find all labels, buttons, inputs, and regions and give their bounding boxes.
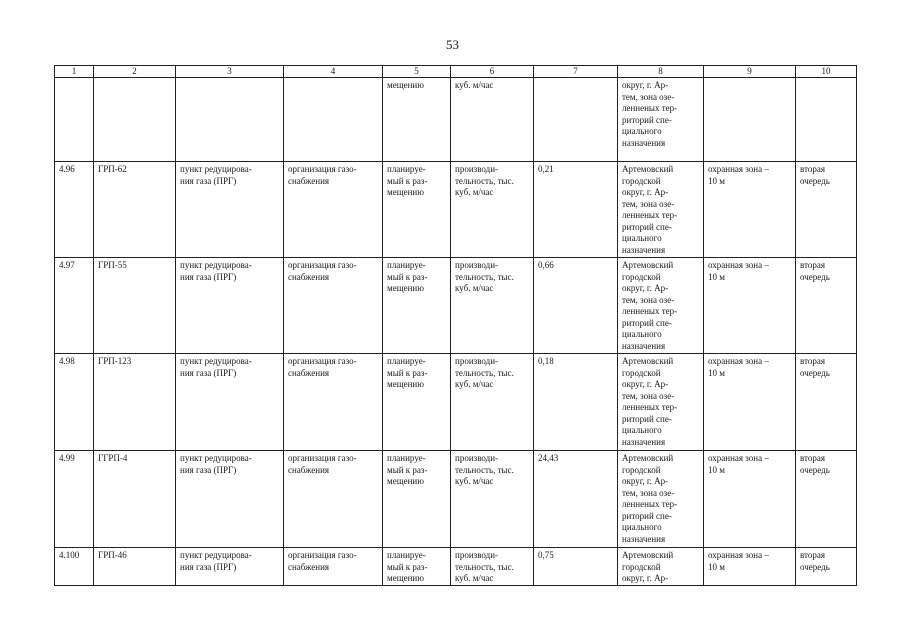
location-cell: Артемовский городской округ, г. Ар- тем, зона озе- ленненых тер- риторий спе- циального назначения	[618, 451, 704, 548]
table-cell	[704, 78, 796, 162]
column-number-cell: 5	[383, 66, 451, 78]
row-number-cell: 4.98	[55, 354, 94, 451]
table-cell: производи- тельность, тыс. куб. м/час	[451, 548, 534, 586]
table-cell: планируе- мый к раз- мещению	[383, 162, 451, 258]
location-cell: Артемовский городской округ, г. Ар-	[618, 548, 704, 586]
location-cell: Артемовский городской округ, г. Ар- тем, зона озе- ленненых тер- риторий спе- циального назначения	[618, 258, 704, 354]
table-cell	[534, 78, 618, 162]
table-cell: производи- тельность, тыс. куб. м/час	[451, 354, 534, 451]
stage-cell: вторая очередь	[796, 354, 857, 451]
table-cell: пункт редуцирова- ния газа (ПРГ)	[176, 451, 284, 548]
table-cell	[284, 78, 383, 162]
table-cell: производи- тельность, тыс. куб. м/час	[451, 451, 534, 548]
table-cell: планируе- мый к раз- мещению	[383, 354, 451, 451]
document-table	[54, 65, 857, 586]
table-cell: пункт редуцирова- ния газа (ПРГ)	[176, 258, 284, 354]
table-cell: пункт редуцирова- ния газа (ПРГ)	[176, 162, 284, 258]
row-number-cell: 4.99	[55, 451, 94, 548]
object-name-cell: ГРП-55	[94, 258, 176, 354]
protection-zone-cell: охранная зона – 10 м	[704, 548, 796, 586]
table-cell: организация газо- снабжения	[284, 162, 383, 258]
table-cell: планируе- мый к раз- мещению	[383, 258, 451, 354]
row-number-cell: 4.96	[55, 162, 94, 258]
capacity-value-cell: 0,18	[534, 354, 618, 451]
object-name-cell: ГРП-46	[94, 548, 176, 586]
row-number-cell: 4.100	[55, 548, 94, 586]
table-row	[55, 162, 857, 258]
table-row	[55, 354, 857, 451]
column-number-row	[55, 66, 857, 78]
table-row	[55, 451, 857, 548]
protection-zone-cell: охранная зона – 10 м	[704, 162, 796, 258]
column-number-cell: 6	[451, 66, 534, 78]
object-name-cell: ГРП-123	[94, 354, 176, 451]
table-cell: куб. м/час	[451, 78, 534, 162]
page-number: 53	[446, 37, 459, 52]
column-number-cell: 1	[55, 66, 94, 78]
table-cell: организация газо- снабжения	[284, 548, 383, 586]
table-cell: пункт редуцирова- ния газа (ПРГ)	[176, 354, 284, 451]
table-cell: планируе- мый к раз- мещению	[383, 548, 451, 586]
column-number-cell: 8	[618, 66, 704, 78]
protection-zone-cell: охранная зона – 10 м	[704, 451, 796, 548]
capacity-value-cell: 0,66	[534, 258, 618, 354]
stage-cell: вторая очередь	[796, 451, 857, 548]
table-cell: организация газо- снабжения	[284, 258, 383, 354]
column-number-cell: 2	[94, 66, 176, 78]
table-cell: организация газо- снабжения	[284, 451, 383, 548]
table-cell: пункт редуцирова- ния газа (ПРГ)	[176, 548, 284, 586]
table-cell	[176, 78, 284, 162]
stage-cell: вторая очередь	[796, 548, 857, 586]
table-cell: производи- тельность, тыс. куб. м/час	[451, 258, 534, 354]
table-cell: организация газо- снабжения	[284, 354, 383, 451]
capacity-value-cell: 24,43	[534, 451, 618, 548]
table-row	[55, 258, 857, 354]
object-name-cell: ГГРП-4	[94, 451, 176, 548]
location-cell: Артемовский городской округ, г. Ар- тем, зона озе- ленненых тер- риторий спе- циального назначения	[618, 354, 704, 451]
table-cell: планируе- мый к раз- мещению	[383, 451, 451, 548]
column-number-cell: 7	[534, 66, 618, 78]
continuation-row	[55, 78, 857, 162]
column-number-cell: 10	[796, 66, 857, 78]
location-cell: Артемовский городской округ, г. Ар- тем, зона озе- ленненых тер- риторий спе- циального назначения	[618, 162, 704, 258]
table-cell: производи- тельность, тыс. куб. м/час	[451, 162, 534, 258]
stage-cell: вторая очередь	[796, 162, 857, 258]
capacity-value-cell: 0,75	[534, 548, 618, 586]
table-cell	[55, 78, 94, 162]
object-name-cell: ГРП-62	[94, 162, 176, 258]
table-row	[55, 548, 857, 586]
row-number-cell: 4.97	[55, 258, 94, 354]
column-number-cell: 3	[176, 66, 284, 78]
protection-zone-cell: охранная зона – 10 м	[704, 354, 796, 451]
column-number-cell: 9	[704, 66, 796, 78]
column-number-cell: 4	[284, 66, 383, 78]
table-cell	[796, 78, 857, 162]
stage-cell: вторая очередь	[796, 258, 857, 354]
table-cell: мещению	[383, 78, 451, 162]
capacity-value-cell: 0,21	[534, 162, 618, 258]
protection-zone-cell: охранная зона – 10 м	[704, 258, 796, 354]
table-cell	[94, 78, 176, 162]
table-cell: округ, г. Ар- тем, зона озе- ленненых тер- риторий спе- циального назначения	[618, 78, 704, 162]
